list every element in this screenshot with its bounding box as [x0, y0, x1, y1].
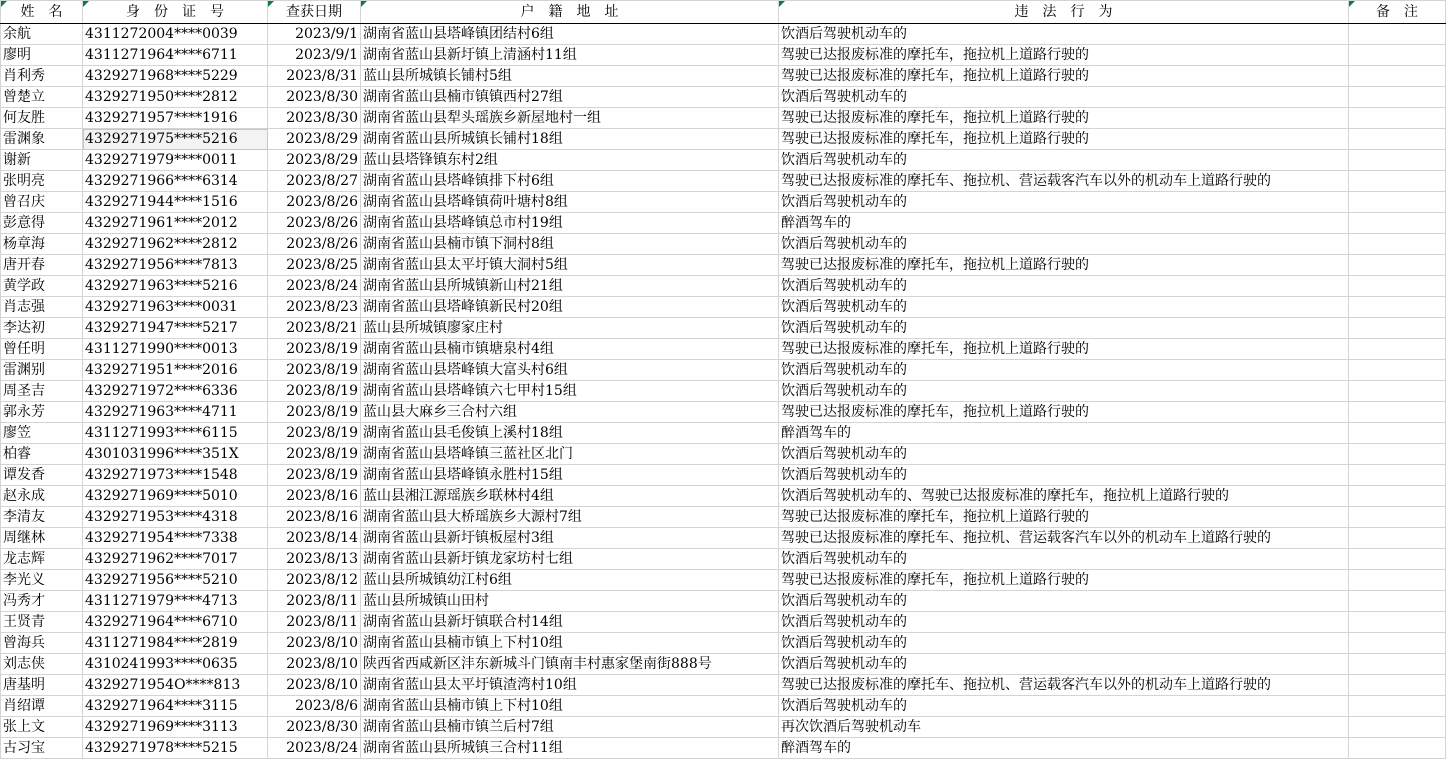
cell-id[interactable]: 4329271954****7338 [83, 528, 268, 549]
cell-name[interactable]: 周圣吉 [1, 381, 83, 402]
table-row [1, 108, 1446, 129]
cell-date[interactable]: 2023/8/16 [268, 507, 361, 528]
cell-name[interactable]: 黄学政 [1, 276, 83, 297]
cell-address[interactable]: 湖南省蓝山县塔峰镇永胜村15组 [361, 465, 779, 486]
table-row [1, 528, 1446, 549]
cell-name[interactable]: 肖志强 [1, 297, 83, 318]
cell-name[interactable]: 谭发香 [1, 465, 83, 486]
cell-violation[interactable]: 饮酒后驾驶机动车的 [779, 591, 1349, 612]
cell-id[interactable]: 4329271963****0031 [83, 297, 268, 318]
table-row [1, 213, 1446, 234]
cell-date[interactable]: 2023/8/19 [268, 444, 361, 465]
cell-address[interactable]: 湖南省蓝山县新圩镇上清涵村11组 [361, 45, 779, 66]
cell-note[interactable] [1349, 696, 1446, 717]
cell-address[interactable]: 湖南省蓝山县新圩镇联合村14组 [361, 612, 779, 633]
cell-date[interactable]: 2023/8/30 [268, 108, 361, 129]
cell-note[interactable] [1349, 360, 1446, 381]
cell-date[interactable]: 2023/8/12 [268, 570, 361, 591]
table-row [1, 591, 1446, 612]
cell-id[interactable]: 4329271962****2812 [83, 234, 268, 255]
cell-violation[interactable]: 驾驶已达报废标准的摩托车，拖拉机上道路行驶的 [779, 507, 1349, 528]
cell-name[interactable]: 李达初 [1, 318, 83, 339]
cell-address[interactable]: 蓝山县所城镇长铺村5组 [361, 66, 779, 87]
cell-note[interactable] [1349, 24, 1446, 45]
table-row [1, 66, 1446, 87]
cell-address[interactable]: 湖南省蓝山县塔峰镇排下村6组 [361, 171, 779, 192]
cell-address[interactable]: 湖南省蓝山县大桥瑶族乡大源村7组 [361, 507, 779, 528]
table-row [1, 675, 1446, 696]
header-violation[interactable]: 违 法 行 为 [779, 1, 1349, 24]
cell-address[interactable]: 湖南省蓝山县新圩镇龙家坊村七组 [361, 549, 779, 570]
cell-name[interactable]: 张明亮 [1, 171, 83, 192]
cell-violation[interactable]: 饮酒后驾驶机动车的 [779, 549, 1349, 570]
cell-violation[interactable]: 饮酒后驾驶机动车的 [779, 234, 1349, 255]
cell-note[interactable] [1349, 87, 1446, 108]
table-row [1, 129, 1446, 150]
cell-address[interactable]: 湖南省蓝山县塔峰镇六七甲村15组 [361, 381, 779, 402]
cell-address[interactable]: 湖南省蓝山县犁头瑶族乡新屋地村一组 [361, 108, 779, 129]
table-row [1, 444, 1446, 465]
cell-note[interactable] [1349, 570, 1446, 591]
cell-violation[interactable]: 驾驶已达报废标准的摩托车，拖拉机上道路行驶的 [779, 339, 1349, 360]
cell-name[interactable]: 古习宝 [1, 738, 83, 759]
cell-violation[interactable]: 驾驶已达报废标准的摩托车，拖拉机上道路行驶的 [779, 255, 1349, 276]
cell-date[interactable]: 2023/8/25 [268, 255, 361, 276]
table-row [1, 24, 1446, 45]
cell-violation[interactable]: 驾驶已达报废标准的摩托车，拖拉机上道路行驶的 [779, 66, 1349, 87]
cell-id[interactable]: 4329271968****5229 [83, 66, 268, 87]
cell-note[interactable] [1349, 507, 1446, 528]
cell-note[interactable] [1349, 171, 1446, 192]
cell-id[interactable]: 4310241993****0635 [83, 654, 268, 675]
cell-date[interactable]: 2023/8/26 [268, 234, 361, 255]
cell-date[interactable]: 2023/9/1 [268, 24, 361, 45]
cell-date[interactable]: 2023/8/6 [268, 696, 361, 717]
cell-name[interactable]: 肖绍谭 [1, 696, 83, 717]
cell-name[interactable]: 余航 [1, 24, 83, 45]
cell-note[interactable] [1349, 486, 1446, 507]
cell-date[interactable]: 2023/8/13 [268, 549, 361, 570]
cell-violation[interactable]: 饮酒后驾驶机动车的 [779, 318, 1349, 339]
cell-name[interactable]: 唐开春 [1, 255, 83, 276]
cell-violation[interactable]: 饮酒后驾驶机动车的 [779, 381, 1349, 402]
cell-date[interactable]: 2023/8/10 [268, 633, 361, 654]
cell-id[interactable]: 4329271956****7813 [83, 255, 268, 276]
cell-violation[interactable]: 驾驶已达报废标准的摩托车、拖拉机、营运载客汽车以外的机动车上道路行驶的 [779, 675, 1349, 696]
cell-id[interactable]: 4329271964****3115 [83, 696, 268, 717]
cell-name[interactable]: 周继林 [1, 528, 83, 549]
cell-note[interactable] [1349, 675, 1446, 696]
cell-note[interactable] [1349, 549, 1446, 570]
cell-name[interactable]: 李光义 [1, 570, 83, 591]
cell-violation[interactable]: 饮酒后驾驶机动车的 [779, 87, 1349, 108]
table-row [1, 738, 1446, 759]
cell-address[interactable]: 蓝山县所城镇廖家庄村 [361, 318, 779, 339]
cell-note[interactable] [1349, 465, 1446, 486]
cell-address[interactable]: 蓝山县所城镇山田村 [361, 591, 779, 612]
cell-id[interactable]: 4311271993****6115 [83, 423, 268, 444]
cell-address[interactable]: 蓝山县大麻乡三合村六组 [361, 402, 779, 423]
cell-violation[interactable]: 饮酒后驾驶机动车的 [779, 633, 1349, 654]
cell-name[interactable]: 张上文 [1, 717, 83, 738]
table-row [1, 87, 1446, 108]
table-row [1, 696, 1446, 717]
cell-note[interactable] [1349, 213, 1446, 234]
cell-id[interactable]: 4329271979****0011 [83, 150, 268, 171]
cell-violation[interactable]: 饮酒后驾驶机动车的 [779, 654, 1349, 675]
cell-name[interactable]: 肖利秀 [1, 66, 83, 87]
table-row [1, 486, 1446, 507]
cell-date[interactable]: 2023/8/19 [268, 402, 361, 423]
table-row [1, 297, 1446, 318]
cell-date[interactable]: 2023/8/29 [268, 150, 361, 171]
cell-date[interactable]: 2023/8/27 [268, 171, 361, 192]
cell-name[interactable]: 杨章海 [1, 234, 83, 255]
cell-address[interactable]: 湖南省蓝山县楠市镇下洞村8组 [361, 234, 779, 255]
table-row [1, 381, 1446, 402]
cell-note[interactable] [1349, 255, 1446, 276]
cell-id[interactable]: 4329271951****2016 [83, 360, 268, 381]
cell-violation[interactable]: 驾驶已达报废标准的摩托车，拖拉机上道路行驶的 [779, 570, 1349, 591]
cell-violation[interactable]: 饮酒后驾驶机动车的 [779, 276, 1349, 297]
cell-violation[interactable]: 饮酒后驾驶机动车的 [779, 696, 1349, 717]
table-row [1, 612, 1446, 633]
cell-violation[interactable]: 醉酒驾车的 [779, 738, 1349, 759]
cell-name[interactable]: 谢新 [1, 150, 83, 171]
cell-note[interactable] [1349, 297, 1446, 318]
cell-violation[interactable]: 醉酒驾车的 [779, 423, 1349, 444]
cell-id[interactable]: 4311271979****4713 [83, 591, 268, 612]
cell-id[interactable]: 4329271975****5216 [83, 129, 268, 150]
cell-address[interactable]: 湖南省蓝山县塔峰镇大富头村6组 [361, 360, 779, 381]
cell-name[interactable]: 何友胜 [1, 108, 83, 129]
table-row [1, 192, 1446, 213]
cell-address[interactable]: 湖南省蓝山县所城镇新山村21组 [361, 276, 779, 297]
cell-id[interactable]: 4311272004****0039 [83, 24, 268, 45]
cell-name[interactable]: 王贤青 [1, 612, 83, 633]
cell-violation[interactable]: 饮酒后驾驶机动车的 [779, 612, 1349, 633]
cell-id[interactable]: 4329271957****1916 [83, 108, 268, 129]
table-row [1, 507, 1446, 528]
cell-address[interactable]: 陕西省西咸新区沣东新城斗门镇南丰村惠家堡南街888号 [361, 654, 779, 675]
cell-address[interactable]: 湖南省蓝山县太平圩镇渣湾村10组 [361, 675, 779, 696]
cell-violation[interactable]: 驾驶已达报废标准的摩托车、拖拉机、营运载客汽车以外的机动车上道路行驶的 [779, 528, 1349, 549]
table-row [1, 465, 1446, 486]
table-row [1, 234, 1446, 255]
cell-violation[interactable]: 驾驶已达报废标准的摩托车，拖拉机上道路行驶的 [779, 129, 1349, 150]
cell-address[interactable]: 湖南省蓝山县楠市镇塘泉村4组 [361, 339, 779, 360]
cell-date[interactable]: 2023/8/24 [268, 276, 361, 297]
cell-id[interactable]: 4329271947****5217 [83, 318, 268, 339]
cell-id[interactable]: 4329271954O****813 [83, 675, 268, 696]
table-row [1, 549, 1446, 570]
cell-violation[interactable]: 再次饮酒后驾驶机动车 [779, 717, 1349, 738]
table-row [1, 423, 1446, 444]
cell-date[interactable]: 2023/8/30 [268, 87, 361, 108]
cell-note[interactable] [1349, 654, 1446, 675]
table-row [1, 150, 1446, 171]
table-row [1, 360, 1446, 381]
cell-date[interactable]: 2023/8/19 [268, 465, 361, 486]
cell-date[interactable]: 2023/8/19 [268, 360, 361, 381]
cell-violation[interactable]: 饮酒后驾驶机动车的 [779, 192, 1349, 213]
table-row [1, 276, 1446, 297]
cell-name[interactable]: 曾楚立 [1, 87, 83, 108]
cell-name[interactable]: 刘志侠 [1, 654, 83, 675]
cell-note[interactable] [1349, 717, 1446, 738]
cell-name[interactable]: 曾海兵 [1, 633, 83, 654]
header-id[interactable]: 身 份 证 号 [83, 1, 268, 24]
cell-id[interactable]: 4329271963****4711 [83, 402, 268, 423]
cell-address[interactable]: 湖南省蓝山县塔峰镇新民村20组 [361, 297, 779, 318]
cell-address[interactable]: 湖南省蓝山县楠市镇兰后村7组 [361, 717, 779, 738]
header-row [1, 1, 1446, 24]
cell-note[interactable] [1349, 381, 1446, 402]
cell-address[interactable]: 蓝山县塔锋镇东村2组 [361, 150, 779, 171]
cell-address[interactable]: 湖南省蓝山县楠市镇上下村10组 [361, 696, 779, 717]
cell-date[interactable]: 2023/8/21 [268, 318, 361, 339]
table-row [1, 570, 1446, 591]
cell-address[interactable]: 湖南省蓝山县塔峰镇总市村19组 [361, 213, 779, 234]
cell-violation[interactable]: 驾驶已达报废标准的摩托车，拖拉机上道路行驶的 [779, 45, 1349, 66]
cell-id[interactable]: 4329271950****2812 [83, 87, 268, 108]
cell-date[interactable]: 2023/8/29 [268, 129, 361, 150]
cell-name[interactable]: 曾任明 [1, 339, 83, 360]
cell-violation[interactable]: 醉酒驾车的 [779, 213, 1349, 234]
table-row [1, 255, 1446, 276]
cell-address[interactable]: 蓝山县湘江源瑶族乡联林村4组 [361, 486, 779, 507]
table-row [1, 654, 1446, 675]
cell-id[interactable]: 4329271978****5215 [83, 738, 268, 759]
cell-note[interactable] [1349, 66, 1446, 87]
cell-address[interactable]: 湖南省蓝山县塔峰镇荷叶塘村8组 [361, 192, 779, 213]
cell-note[interactable] [1349, 612, 1446, 633]
cell-date[interactable]: 2023/8/19 [268, 423, 361, 444]
cell-note[interactable] [1349, 192, 1446, 213]
cell-note[interactable] [1349, 402, 1446, 423]
cell-address[interactable]: 湖南省蓝山县塔峰镇团结村6组 [361, 24, 779, 45]
cell-violation[interactable]: 饮酒后驾驶机动车的 [779, 24, 1349, 45]
cell-violation[interactable]: 驾驶已达报废标准的摩托车、拖拉机、营运载客汽车以外的机动车上道路行驶的 [779, 171, 1349, 192]
cell-note[interactable] [1349, 129, 1446, 150]
cell-violation[interactable]: 饮酒后驾驶机动车的 [779, 297, 1349, 318]
cell-note[interactable] [1349, 339, 1446, 360]
header-name[interactable]: 姓 名 [1, 1, 83, 24]
cell-name[interactable]: 彭意得 [1, 213, 83, 234]
cell-note[interactable] [1349, 150, 1446, 171]
cell-id[interactable]: 4329271969****3113 [83, 717, 268, 738]
cell-date[interactable]: 2023/8/10 [268, 675, 361, 696]
cell-note[interactable] [1349, 528, 1446, 549]
cell-note[interactable] [1349, 45, 1446, 66]
cell-name[interactable]: 李清友 [1, 507, 83, 528]
cell-name[interactable]: 廖明 [1, 45, 83, 66]
cell-name[interactable]: 柏睿 [1, 444, 83, 465]
cell-note[interactable] [1349, 318, 1446, 339]
table-row [1, 633, 1446, 654]
cell-id[interactable]: 4329271964****6710 [83, 612, 268, 633]
cell-date[interactable]: 2023/8/24 [268, 738, 361, 759]
cell-address[interactable]: 湖南省蓝山县新圩镇板屋村3组 [361, 528, 779, 549]
cell-note[interactable] [1349, 444, 1446, 465]
cell-address[interactable]: 湖南省蓝山县所城镇长铺村18组 [361, 129, 779, 150]
cell-date[interactable]: 2023/8/30 [268, 717, 361, 738]
cell-violation[interactable]: 饮酒后驾驶机动车的 [779, 465, 1349, 486]
cell-name[interactable]: 雷渊象 [1, 129, 83, 150]
cell-id[interactable]: 4329271953****4318 [83, 507, 268, 528]
cell-violation[interactable]: 饮酒后驾驶机动车的、驾驶已达报废标准的摩托车，拖拉机上道路行驶的 [779, 486, 1349, 507]
cell-note[interactable] [1349, 633, 1446, 654]
cell-date[interactable]: 2023/8/16 [268, 486, 361, 507]
cell-name[interactable]: 赵永成 [1, 486, 83, 507]
cell-violation[interactable]: 饮酒后驾驶机动车的 [779, 360, 1349, 381]
cell-id[interactable]: 4329271966****6314 [83, 171, 268, 192]
cell-name[interactable]: 龙志辉 [1, 549, 83, 570]
cell-id[interactable]: 4311271990****0013 [83, 339, 268, 360]
cell-date[interactable]: 2023/9/1 [268, 45, 361, 66]
cell-name[interactable]: 冯秀才 [1, 591, 83, 612]
cell-address[interactable]: 湖南省蓝山县毛俊镇上溪村18组 [361, 423, 779, 444]
table-row [1, 339, 1446, 360]
table-row [1, 171, 1446, 192]
cell-date[interactable]: 2023/8/26 [268, 192, 361, 213]
cell-id[interactable]: 4311271984****2819 [83, 633, 268, 654]
header-note[interactable]: 备 注 [1349, 1, 1446, 24]
table-row [1, 717, 1446, 738]
cell-violation[interactable]: 驾驶已达报废标准的摩托车，拖拉机上道路行驶的 [779, 402, 1349, 423]
cell-note[interactable] [1349, 234, 1446, 255]
cell-date[interactable]: 2023/8/10 [268, 654, 361, 675]
cell-id[interactable]: 4329271956****5210 [83, 570, 268, 591]
cell-name[interactable]: 曾召庆 [1, 192, 83, 213]
cell-date[interactable]: 2023/8/11 [268, 612, 361, 633]
cell-address[interactable]: 湖南省蓝山县太平圩镇大洞村5组 [361, 255, 779, 276]
cell-note[interactable] [1349, 108, 1446, 129]
table-row [1, 402, 1446, 423]
cell-name[interactable]: 唐基明 [1, 675, 83, 696]
cell-id[interactable]: 4311271964****6711 [83, 45, 268, 66]
cell-id[interactable]: 4329271962****7017 [83, 549, 268, 570]
cell-date[interactable]: 2023/8/26 [268, 213, 361, 234]
cell-id[interactable]: 4329271972****6336 [83, 381, 268, 402]
cell-date[interactable]: 2023/8/11 [268, 591, 361, 612]
cell-id[interactable]: 4329271963****5216 [83, 276, 268, 297]
cell-violation[interactable]: 饮酒后驾驶机动车的 [779, 444, 1349, 465]
cell-name[interactable]: 雷渊别 [1, 360, 83, 381]
cell-id[interactable]: 4329271969****5010 [83, 486, 268, 507]
cell-name[interactable]: 郭永芳 [1, 402, 83, 423]
cell-violation[interactable]: 饮酒后驾驶机动车的 [779, 150, 1349, 171]
cell-date[interactable]: 2023/8/19 [268, 339, 361, 360]
cell-violation[interactable]: 驾驶已达报废标准的摩托车，拖拉机上道路行驶的 [779, 108, 1349, 129]
cell-note[interactable] [1349, 591, 1446, 612]
header-address[interactable]: 户 籍 地 址 [361, 1, 779, 24]
cell-date[interactable]: 2023/8/31 [268, 66, 361, 87]
cell-id[interactable]: 4301031996****351X [83, 444, 268, 465]
cell-name[interactable]: 廖笠 [1, 423, 83, 444]
cell-address[interactable]: 湖南省蓝山县楠市镇上下村10组 [361, 633, 779, 654]
cell-date[interactable]: 2023/8/14 [268, 528, 361, 549]
table-row [1, 45, 1446, 66]
cell-note[interactable] [1349, 738, 1446, 759]
cell-date[interactable]: 2023/8/19 [268, 381, 361, 402]
cell-id[interactable]: 4329271944****1516 [83, 192, 268, 213]
cell-address[interactable]: 湖南省蓝山县楠市镇镇西村27组 [361, 87, 779, 108]
cell-note[interactable] [1349, 276, 1446, 297]
cell-note[interactable] [1349, 423, 1446, 444]
cell-id[interactable]: 4329271973****1548 [83, 465, 268, 486]
table-row [1, 318, 1446, 339]
cell-id[interactable]: 4329271961****2012 [83, 213, 268, 234]
cell-address[interactable]: 湖南省蓝山县所城镇三合村11组 [361, 738, 779, 759]
cell-date[interactable]: 2023/8/23 [268, 297, 361, 318]
cell-address[interactable]: 蓝山县所城镇幼江村6组 [361, 570, 779, 591]
header-date[interactable]: 查获日期 [268, 1, 361, 24]
cell-address[interactable]: 湖南省蓝山县塔峰镇三蓝社区北门 [361, 444, 779, 465]
